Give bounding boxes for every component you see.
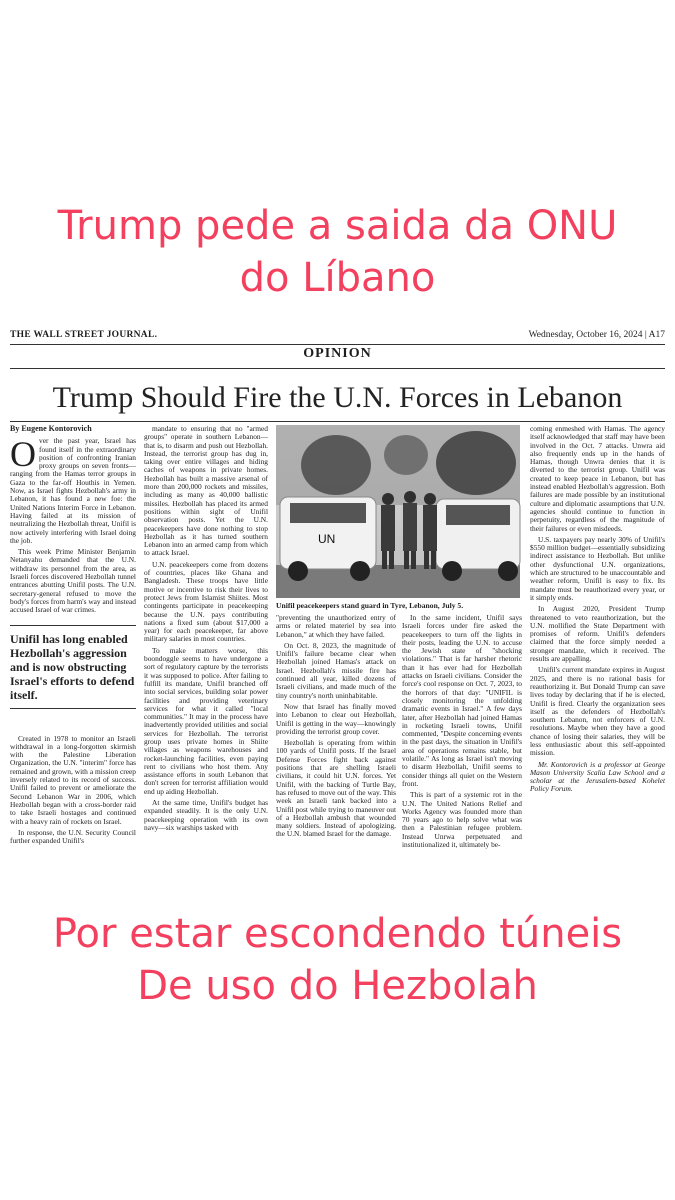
- top-caption: [0, 200, 675, 304]
- masthead: [10, 328, 665, 345]
- pull-quote: Unifil has long enabled Hezbollah's aggression and is now obstructing Israel's efforts to defend itself.: [10, 625, 136, 709]
- bottom-caption: [0, 908, 675, 1012]
- article-photo: [276, 425, 585, 598]
- paragraph: mandate to ensuring that no "armed groups" operate in southern Lebanon—that is, to disarm and push out Hezbollah. Instead, the terrorist group has dug in, taking over entire villages and hiding caches of weapons in private homes. Hezbollah has built a massive arsenal of more than 200,000 rockets and missiles, including as many as 40,000 ballistic missiles. Hezbollah has placed its armed positions within sight of Unifil observation posts. Yet the U.N. peacekeepers have done nothing to stop Hezbollah as it has turned southern Lebanon into an armed camp from which to attack Israel.: [144, 424, 268, 558]
- article-column-1: [10, 425, 136, 887]
- top-caption-line-2: do Líbano: [239, 255, 436, 301]
- drop-cap: O: [10, 434, 36, 475]
- peacekeeper-soldiers: [381, 491, 437, 569]
- newspaper-name: THE WALL STREET JOURNAL.: [10, 330, 158, 340]
- section-label: OPINION: [303, 346, 372, 361]
- paragraph: coming enmeshed with Hamas. The agency itself acknowledged that staff may have been involved in the Oct. 7 attacks. Unwra aid also frequently ends up in the hands of Hamas, though Unwra denies that it is diverted to the terrorist group. Unifil was created to keep peace in Lebanon, but has instead enabled Hezbollah's aggression. Both failures are made possible by an institutional culture and diplomatic assumptions that U.N. agencies should continue to function in perpetuity, regardless of the magnitude of their failures or even misdeeds.: [530, 424, 665, 533]
- paragraph: This is part of a systemic rot in the U.N. The United Nations Relief and Works Agency was founded more than 70 years ago to help solve what was then a Palestinian refugee problem. Instead Unrwa perpetuated and institutionalized it, ultimately be-: [402, 790, 522, 850]
- dateline: Wednesday, October 16, 2024 | A17: [528, 330, 665, 340]
- tree: [436, 431, 516, 495]
- newspaper-clipping: [4, 326, 671, 891]
- windshield: [290, 503, 366, 523]
- wheel: [288, 561, 308, 581]
- peacekeepers-photo: [276, 425, 520, 598]
- paragraph: In August 2020, President Trump threatened to veto reauthorization, but the U.N. mollified the State Department with promises of reform. Unifil's defenders claimed that the force simply needed a stronger mandate, which it received. The results are appalling.: [530, 604, 665, 664]
- byline: By Eugene Kontorovich: [10, 424, 92, 433]
- paragraph: This week Prime Minister Benjamin Netanyahu demanded that the U.N. withdraw its personnel from the area, as Israeli forces discovered Hezbollah tunnel entrances abutting Unifil posts. The U.N. secretary-general refused to move the body's forces from harm's way and instead accused Israel of war crimes.: [10, 547, 136, 615]
- paragraph: U.S. taxpayers pay nearly 30% of Unifil's $550 million budget—essentially subsidizing indirect assistance to Hezbollah. But unlike other dysfunctional U.N. organizations, which are structured to be unaccountable and weather reform, Unifil is easy to fix. Its mandate must be reauthorized every year, or it simply ends.: [530, 534, 665, 602]
- bottom-caption-line-2: De uso do Hezbolah: [137, 963, 538, 1009]
- road: [276, 565, 520, 598]
- article-headline: Trump Should Fire the U.N. Forces in Lebanon: [52, 381, 623, 414]
- article-column-4: [402, 614, 522, 887]
- section-rule: [10, 368, 665, 369]
- photo-credit: NABIL MANDERI/GETTY IMAGES: [579, 464, 585, 528]
- windshield: [446, 505, 510, 525]
- wheel: [350, 561, 370, 581]
- paragraph: Now that Israel has finally moved into Lebanon to clear out Hezbollah, Unifil is getting in the way—knowingly providing the terrorist group cover.: [276, 701, 396, 736]
- headline-rule: [10, 421, 665, 422]
- paragraph: Over the past year, Israel has found itself in the extraordinary position of confronting Iranian proxy groups on seven fronts—ranging from the Hamas terror groups in Gaza to the far-off Houthis in Yemen. Now, as Israel fights Hezbollah's army in Lebanon, it has found a new foe: the United Nations Interim Force in Lebanon. Having failed at its mission of neutralizing the Hezbollah threat, Unifil is now actively interfering with Israel doing the job.: [10, 434, 136, 545]
- article-column-3: [276, 614, 396, 887]
- paragraph: U.N. peacekeepers come from dozens of countries, places like Ghana and Bangladesh. These troops have little motive or incentive to risk their lives to protect Jews from Islamist Shiites. Most contingents participate in peacekeeping because the U.N. pays contributing nations a fixed sum (about $17,000 a year) for each peacekeeper, far above military salaries in most countries.: [144, 559, 268, 644]
- paragraph: To make matters worse, this boondoggle seems to have undergone a sort of regulatory capture by the terrorists it was supposed to police. After failing to fulfill its mandate, Unifil branched off into social services, building solar power facilities and providing veterinary services for what it called "local communities." It may in the process have inadvertently provided utilities and social services for Hezbollah. The terrorist group uses private homes in Shiite villages as weapons warehouses and rocket-launching facilities, even paying rent to civilians who host them. Any assistance efforts in south Lebanon that don't screen for terrorist affiliation would end up aiding Hezbollah.: [144, 645, 268, 796]
- photo-caption: Unifil peacekeepers stand guard in Tyre, Lebanon, July 5.: [276, 601, 464, 610]
- top-caption-line-1: Trump pede a saida da ONU: [57, 203, 618, 249]
- paragraph: Unifil's current mandate expires in August 2025, and there is no rational basis for reauthorizing it. But Donald Trump can save lives today by declaring that if he is elected, Unifil is fired. Clearly the organization sees itself as the defenders of Hezbollah's southern Lebanon, not enforcers of U.N. resolutions. Maybe when they have a good chance of losing their salaries, they will be less enthusiastic about this self-appointed mission.: [530, 665, 665, 758]
- article-column-5: [530, 425, 665, 887]
- paragraph: On Oct. 8, 2023, the magnitude of Unifil's failure became clear when Hezbollah joined Hamas's attack on Israel. Hezbollah's missile fire has continued all year, killed dozens of Israeli civilians, and made much of the tiny country's north uninhabitable.: [276, 640, 396, 700]
- tree: [301, 435, 371, 495]
- author-bio: Mr. Kontorovich is a professor at George Mason University Scalia Law School and a scholar at the Jerusalem-based Kohelet Policy Forum.: [530, 759, 665, 794]
- wheel: [442, 561, 462, 581]
- paragraph: "preventing the unauthorized entry of arms or related materiel by sea into Lebanon," at which they have failed.: [276, 613, 396, 639]
- paragraph: Hezbollah is operating from within 100 yards of Unifil posts. If the Israel Defense Forces fight back against positions that are shelling Israeli civilians, it could hit U.N. forces. Yet Unifil, with the backing of Turtle Bay, has refused to move out of the way. This week an Israeli tank backed into a Unifil post while trying to maneuver out of a Hezbollah ambush that wounded many soldiers. Instead of apologizing, the U.N. blamed Israel for the damage.: [276, 738, 396, 839]
- bottom-caption-line-1: Por estar escondendo túneis: [52, 911, 623, 957]
- tree: [384, 435, 428, 475]
- wheel: [498, 561, 518, 581]
- article-column-2: [144, 425, 268, 887]
- vehicle-marking: UN: [318, 532, 336, 546]
- paragraph: Created in 1978 to monitor an Israeli withdrawal in a long-forgotten skirmish with the Palestine Liberation Organization, the U.N. "interim" force has remained and grown, with a mission creep inversely related to its record of success. Unifil failed to prevent or ameliorate the Second Lebanon War in 2006, which Hezbollah began with a cross-border raid to take Israeli hostages and continued with a heavy rain of rockets on Israel.: [10, 733, 136, 826]
- paragraph: At the same time, Unifil's budget has expanded steadily. It is the only U.N. peacekeeping operation with its own navy—six warships tasked with: [144, 798, 268, 832]
- paragraph: In the same incident, Unifil says Israeli forces under fire asked the peacekeepers to turn off the lights in their posts, leading the U.N. to accuse the Jewish state of "shocking violations." That is far harsher rhetoric than it has ever had for Hezbollah attacks on Israeli civilians. Consider the force's cool response on Oct. 7, 2023, to the horrors of that day: "UNIFIL is closely monitoring the unfolding dramatic events in Israel." A few days later, after Hezbollah had joined Hamas in rocketing Israeli towns, Unifil commented, "Despite concerning events in the past days, the situation in Unifil's area of operations remains stable, but volatile." As long as Israel isn't moving to disarm Hezbollah, Unifil seems to consider things all quiet on the Western front.: [402, 613, 522, 788]
- paragraph: In response, the U.N. Security Council further expanded Unifil's: [10, 827, 136, 846]
